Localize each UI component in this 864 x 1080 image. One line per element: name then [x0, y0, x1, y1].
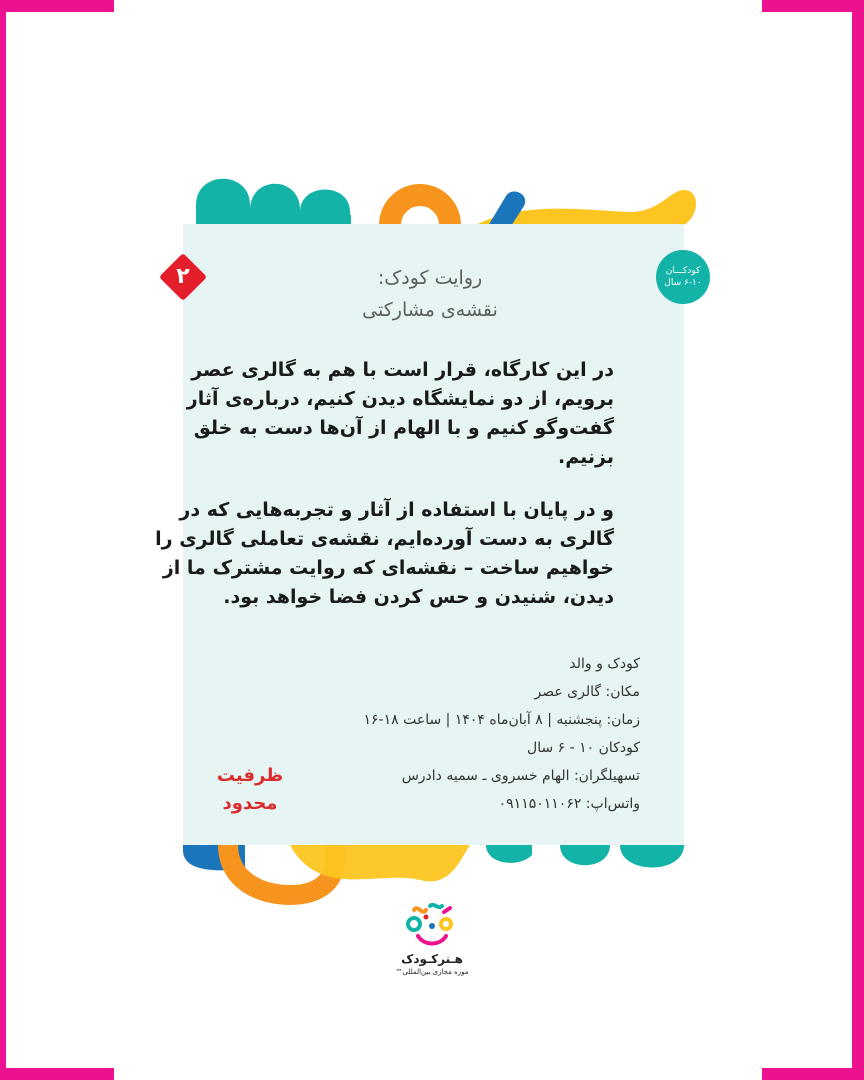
- paragraph-line: و در پایان با استفاده از آثار و تجربه‌هایی که در: [179, 499, 614, 521]
- orange-curve-shape: [228, 845, 335, 895]
- workshop-number: ۲: [176, 264, 190, 289]
- paragraph-line: گالری به دست آورده‌ایم، نقشه‌ی تعاملی گالری را: [155, 528, 614, 550]
- paragraph-line: دیدن، شنیدن و حس کردن فضا خواهد بود.: [223, 586, 614, 608]
- frame-bottom-right-bar: [762, 1068, 864, 1080]
- audience-info: کودک و والد: [569, 656, 640, 672]
- age-badge-label: کودکـــان: [665, 266, 701, 276]
- age-info: کودکان ۱۰ - ۶ سال: [527, 740, 640, 756]
- paragraph-line: برویم، از دو نمایشگاه دیدن کنیم، درباره‌ی آثار: [186, 388, 614, 410]
- yellow-blob-shape: [290, 845, 470, 881]
- paragraph-line: در این کارگاه، قرار است با هم به گالری عصر: [191, 359, 614, 381]
- description-paragraph-1: [186, 356, 614, 472]
- capacity-line-2: محدود: [222, 793, 278, 814]
- teal-half-circle-1: [560, 845, 610, 865]
- logo-subtitle: موزه مجازی بین‌المللی™: [395, 968, 469, 976]
- facilitators-info: تسهیلگران: الهام خسروی ـ سمیه دادرس: [401, 768, 640, 784]
- teal-half-circle-2: [620, 845, 684, 868]
- logo-wordmark: [386, 952, 478, 977]
- title-line-1: روایت کودک:: [377, 267, 483, 289]
- age-badge: [656, 250, 710, 304]
- event-title: [300, 262, 560, 326]
- limited-capacity-label: [200, 762, 300, 818]
- title-line-2: نقشه‌ی مشارکتی: [362, 299, 498, 321]
- blue-corner-shape: [183, 845, 245, 870]
- teal-half-circle-3: [486, 845, 532, 863]
- top-decoration: [0, 0, 864, 260]
- description-paragraph-2: [155, 496, 614, 612]
- paragraph-line: گفت‌وگو کنیم و با الهام از آن‌ها دست به خلق: [193, 417, 614, 439]
- frame-bottom-left-bar: [0, 1068, 114, 1080]
- age-badge-range: ۶-۱۰ سال: [664, 278, 702, 288]
- whatsapp-info: واتس‌اپ: ۰۹۱۱۵۰۱۱۰۶۲: [498, 796, 640, 812]
- capacity-line-1: ظرفیت: [216, 765, 284, 786]
- time-info: زمان: پنجشنبه | ۸ آبان‌ماه ۱۴۰۴ | ساعت ۱۸-۱۶: [363, 712, 640, 728]
- location-info: مکان: گالری عصر: [534, 684, 640, 700]
- paragraph-line: خواهیم ساخت – نقشه‌ای که روایت مشترک ما از: [162, 557, 614, 579]
- logo-name: هـنرکـودک: [401, 952, 463, 966]
- paragraph-line: بزنیم.: [558, 446, 614, 468]
- event-info-list: [310, 650, 640, 818]
